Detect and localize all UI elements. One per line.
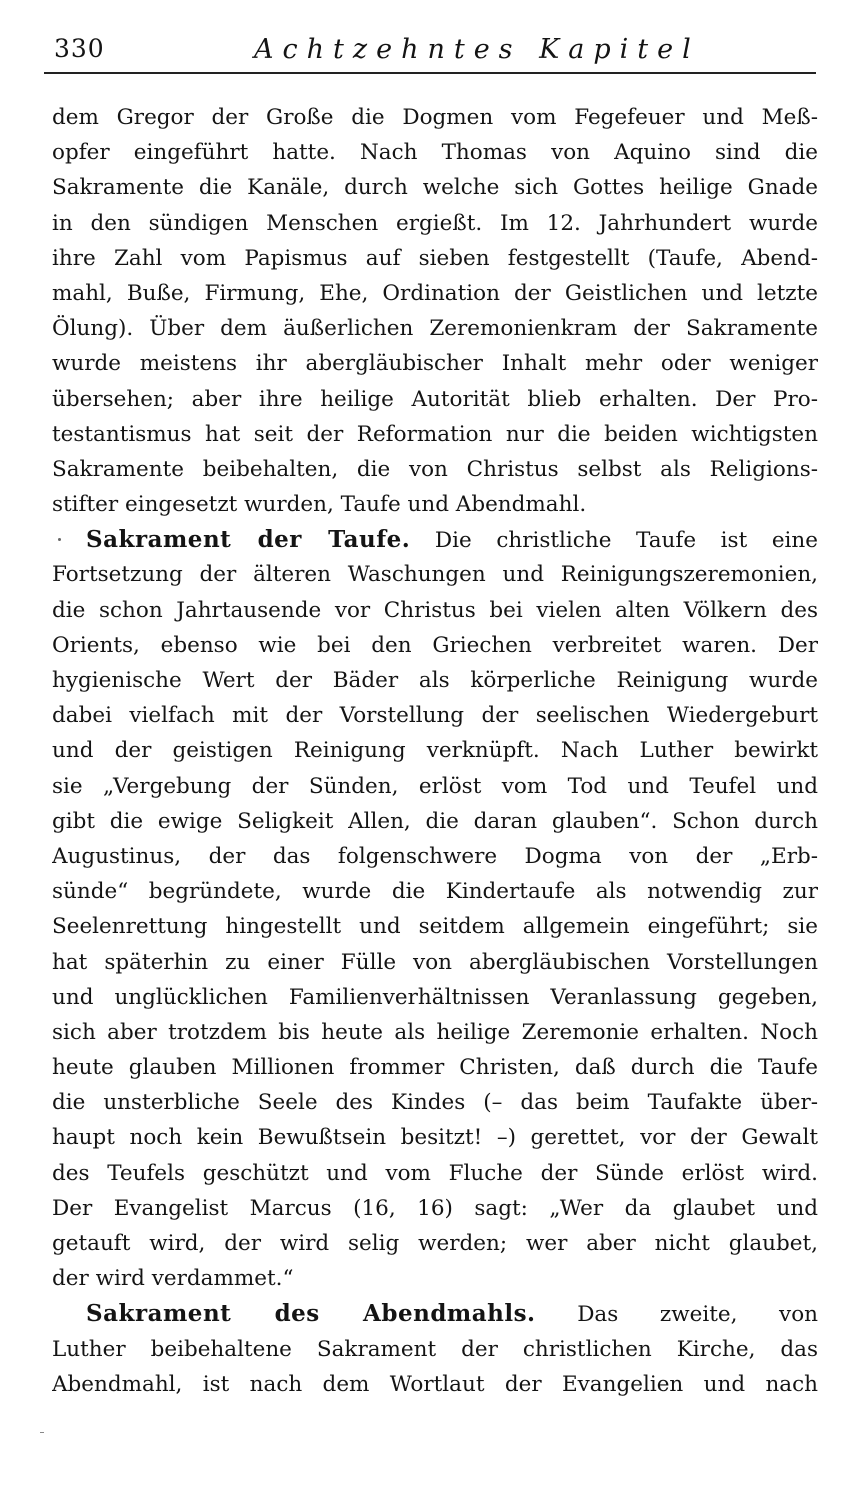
section-heading-taufe: Sakrament der Taufe. [86, 526, 411, 554]
text-line: gibt die ewige Seligkeit Allen, die daran glauben“. Schon durch [52, 808, 818, 834]
text-line: heute glauben Millionen frommer Christen, daß durch die Taufe [52, 1055, 818, 1081]
text-line: Abendmahl, ist nach dem Wortlaut der Evangelien und nach [52, 1371, 818, 1397]
text-line: sie „Vergebung der Sünden, erlöst vom Tod und Teufel und [52, 773, 818, 799]
text-line: die unsterbliche Seele des Kindes (– das beim Taufakte über- [52, 1090, 818, 1116]
text-line: Seelenrettung hingestellt und seitdem allgemein eingeführt; sie [52, 914, 818, 940]
text-line: sich aber trotzdem bis heute als heilige Zeremonie erhalten. Noch [52, 1019, 818, 1045]
section-heading-abendmahl: Sakrament des Abendmahls. [86, 1300, 536, 1328]
text-line: hat späterhin zu einer Fülle von abergläubischen Vorstellungen [52, 949, 818, 975]
body-text [52, 100, 818, 1402]
running-title: Achtzehntes Kapitel [254, 34, 700, 65]
text-line: die schon Jahrtausende vor Christus bei vielen alten Völkern des [52, 597, 818, 623]
text-line: stifter eingesetzt wurden, Taufe und Abendmahl. [52, 492, 587, 518]
text-line: hygienische Wert der Bäder als körperliche Reinigung wurde [52, 668, 818, 693]
text-fragment: Das zweite, von [577, 1302, 818, 1328]
text-line: Ölung). Über dem äußerlichen Zeremonienkram der Sakramente [52, 316, 818, 342]
section-abendmahl-first-line [52, 1296, 818, 1331]
text-line: Der Evangelist Marcus (16, 16) sagt: „Wer da glaubet und [52, 1195, 818, 1221]
text-line: testantismus hat seit der Reformation nur die beiden wichtigsten [52, 421, 818, 447]
text-line: in den sündigen Menschen ergießt. Im 12. Jahrhundert wurde [52, 210, 818, 236]
text-line: sünde“ begründete, wurde die Kindertaufe als notwendig zur [52, 879, 818, 905]
text-line: Sakramente beibehalten, die von Christus selbst als Religions- [52, 456, 818, 482]
page-header [44, 30, 816, 74]
text-line: der wird verdammet.“ [52, 1266, 294, 1292]
text-line: und unglücklichen Familienverhältnissen Veranlassung gegeben, [52, 984, 818, 1010]
text-line: mahl, Buße, Firmung, Ehe, Ordination der Geistlichen und letzte [52, 280, 818, 306]
margin-mark [40, 1432, 44, 1433]
text-line: opfer eingeführt hatte. Nach Thomas von Aquino sind die [52, 140, 818, 166]
text-line: Sakramente die Kanäle, durch welche sich Gottes heilige Gnade [52, 175, 818, 201]
page-number: 330 [54, 34, 105, 63]
text-line: Luther beibehaltene Sakrament der christlichen Kirche, das [52, 1336, 818, 1362]
text-line: und der geistigen Reinigung verknüpft. Nach Luther bewirkt [52, 738, 818, 764]
text-line: Orients, ebenso wie bei den Griechen verbreitet waren. Der [52, 632, 818, 658]
text-line: haupt noch kein Bewußtsein besitzt! –) gerettet, vor der Gewalt [52, 1125, 818, 1151]
text-line: übersehen; aber ihre heilige Autorität blieb erhalten. Der Pro- [52, 386, 818, 412]
text-line: Fortsetzung der älteren Waschungen und Reinigungszeremonien, [52, 562, 818, 588]
text-line: getauft wird, der wird selig werden; wer aber nicht glaubet, [52, 1231, 818, 1256]
text-line: des Teufels geschützt und vom Fluche der Sünde erlöst wird. [52, 1160, 818, 1186]
text-line: dabei vielfach mit der Vorstellung der seelischen Wiedergeburt [52, 703, 818, 729]
text-fragment: Die christliche Taufe ist eine [434, 528, 818, 554]
text-line: Augustinus, der das folgenschwere Dogma von der „Erb- [52, 843, 818, 869]
text-line: wurde meistens ihr abergläubischer Inhalt mehr oder weniger [52, 351, 818, 377]
text-line: ihre Zahl vom Papismus auf sieben festgestellt (Taufe, Abend- [52, 245, 818, 271]
section-taufe-first-line [52, 522, 818, 557]
text-line: dem Gregor der Große die Dogmen vom Fegefeuer und Meß- [52, 105, 818, 130]
